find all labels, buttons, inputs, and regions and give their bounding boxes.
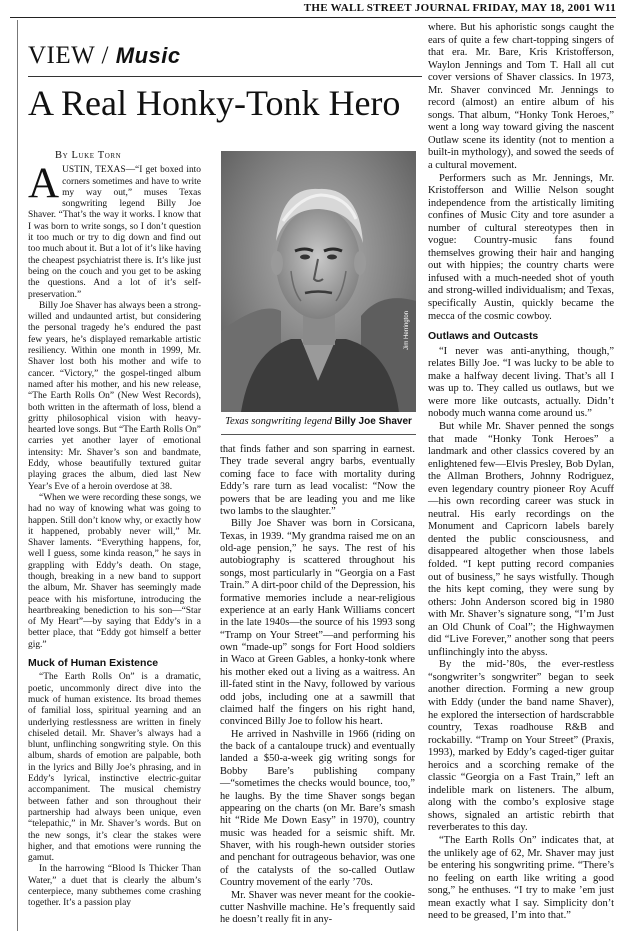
subhead: Muck of Human Existence [28,657,159,670]
dateline: USTIN, TEXAS [62,165,126,176]
article-column-2 [220,444,415,927]
photo-caption [221,416,416,427]
paragraph: Billy Joe Shaver has always been a strong-willed and undaunted artist, but considering the personal tragedy he’s endured the past few years, he’s displayed remarkable artistic resiliency. Within one month in 1999, Mr. Shaver lost both his mother and wife to cancer. “Victory,” the gospel-tinged album named after his mother, and his new release, “The Earth Rolls On” (New West Records), both written in the aftermath of loss, blend a gritty philosophical vision with heavy-hearted love songs. But “The Earth Rolls On” carries yet another layer of emotional intensity: Mr. Shaver’s son and bandmate, Eddy, whose beautifully textured guitar playing graces the album, died last New Year’s Eve of a heroin overdose at 38. [28,300,201,492]
drop-cap: A [28,160,60,208]
paragraph: Mr. Shaver was never meant for the cookie-cutter Nashville machine. He’s frequently said he doesn’t really fit in any- [220,889,415,926]
caption-name: Billy Joe Shaver [334,416,412,427]
portrait-photo [221,151,416,412]
paragraph: In the harrowing “Blood Is Thicker Than Water,” a duet that is clearly the album’s centerpiece, many subthemes come crashing together. It’s a passion play [28,864,201,909]
column-rule-left [17,20,18,931]
paragraph: “I never was anti-anything, though,” relates Billy Joe. “I was lucky to be able to make a halfway decent living. That’s all I was up to. They called us outlaws, but we were more like outcasts, actually. Didn’t nobody much wanna come around us.” [428,345,614,420]
lead-text: —“I get boxed into corners sometimes and have to write my way out,” muses Texas songwriting legend Billy Joe Shaver. “That’s the way it works. I know that I was born to write songs, so I don’t question it too much or try to dig down and find out too much about it. But a lot of it’s like having the cheapest psychiatrist there is. It’s like just being on the couch and you get to be asking the questions. And a lot of it’s self-preservation.” [28,165,201,300]
photo-credit: Jim Herrington [404,310,410,350]
article-column-1 [28,150,201,910]
paragraph: “The Earth Rolls On” indicates that, at the unlikely age of 62, Mr. Shaver may just be entering his songwriting prime. “There’s no feeling on earth like writing a good song,” he enthuses. “I try to make ’em just mean exactly what I say. Simplicity don’t need to be greased, I’m into that.” [428,835,614,922]
section-name: VIEW [28,42,95,69]
masthead: THE WALL STREET JOURNAL FRIDAY, MAY 18, 2001 W11 [303,2,616,14]
paragraph: Performers such as Mr. Jennings, Mr. Kristofferson and Willie Nelson sought independence from the artistically limiting confines of Music City and tore asunder a number of cultural stereotypes then in vogue: Country-music fans found themselves growing their hair and hanging out with hippies; the country charts were infused with a much-needed shot of youth and strong-willed individualism; and Texas, specifically Austin, quickly became the mecca of the cosmic cowboy. [428,172,614,322]
article-column-3 [428,22,614,923]
paragraph: that finds father and son sparring in earnest. They trade several angry barbs, eventually coming face to face with mortality during Eddy’s rare turn as lead vocalist: “Now the powers that be are leading you and me like two lambs to the slaughter.” [220,444,415,517]
masthead-rule [10,17,616,18]
portrait-illustration [221,151,416,412]
section-label: VIEW / Music [28,42,181,69]
paragraph: “When we were recording these songs, we had no way of knowing what was going to happen. Still don’t know why, or exactly how it happened, probably never will,” Mr. Shaver laments. “Everything happens, for, well I guess, some kinda reason,” he says in grappling with Eddy’s death. On stage, though, breaking in a new band to support the album, Mr. Shaver has seemingly made peace with his misfortune, introducing the heartbreaking benediction to his son—“Star of My Heart”—by saying that Eddy’s in a better place, that “Eddy got himself a better gig.” [28,492,201,650]
lead-paragraph [28,160,201,301]
paragraph: But while Mr. Shaver penned the songs that made “Honky Tonk Heroes” a landmark and other classics covered by an enlightened few—Elvis Presley, Bob Dylan, the Allman Brothers, Johnny Rodriguez, even legendary country pioneer Roy Acuff—his own recording career was stuck in neutral. His early recordings on the Monument and Capricorn labels barely dented the public consciousness, and disappeared altogether when those labels folded. “I kept putting record companies out of business,” he says wistfully. Though the hits kept coming, they were sung by others: John Anderson scored big in 1980 with Mr. Shaver’s signature song, “I’m Just an Old Chunk of Coal”; the Highwaymen did “Live Forever,” another song that peers unflinchingly into the abyss. [428,420,614,658]
paragraph: He arrived in Nashville in 1966 (riding on the back of a cantaloupe truck) and eventually landed a $50-a-week gig writing songs for Bobby Bare’s publishing company—“sometimes the checks would bounce, too,” he laughs. By the time Shaver songs began appearing on the charts (on Mr. Bare’s smash hit “Ride Me Down Easy” in 1970), country music was headed for a seismic shift. Mr. Shaver, with his rough-hewn outsider stories and penchant for outrageous behavior, was one of the catalysts of the so-called Outlaw Country movement of the early ’70s. [220,728,415,889]
caption-text: Texas songwriting legend [225,416,333,427]
paragraph: where. But his aphoristic songs caught the ears of quite a few chart-topping singers of that era. Mr. Bare, Kris Kristofferson, Waylon Jennings and Tom T. Hall all cut cover versions of Shaver classics. In 1973, Mr. Shaver convinced Mr. Jennings to record (almost) an entire album of his songs. That album, “Honky Tonk Heroes,” went a long way toward giving the nascent Outlaw scene its identity (not to mention a built-in mythology), and sowed the seeds of a cultural movement. [428,22,614,172]
section-rule [28,76,422,77]
paragraph: “The Earth Rolls On” is a dramatic, poetic, uncommonly direct dive into the muck of human existence. Its broad themes of familial loss, spiritual yearning and an underlying restlessness are written in finely chiseled detail. Mr. Shaver’s always had a blunt, unflinching songwriting style. On this album, shards of emotion are palpable, both in the lyrics and Billy Joe’s phrasing, and in Eddy’s lyrical, instinctive electric-guitar accompaniment. The musical chemistry between father and son throughout their partnership had always been unique, even “telepathic,” in Mr. Shaver’s words. But on the new songs, it’s clear the stakes were higher, and that emotions were running the gamut. [28,672,201,864]
paragraph: Billy Joe Shaver was born in Corsicana, Texas, in 1939. “My grandma raised me on an old-age pension,” he says. The rest of his autobiography is scattered throughout his songs, most particularly in “Georgia on a Fast Train.” A dirt-poor child of the Depression, his formative memories include a near-religious experience at an early Hank Williams concert in the late 1940s—the source of his 1993 song “Tramp on Your Street”—and performing his own “made-up” songs for Fort Hood soldiers in Waco at Green Gables, a honky-tonk where his mother eked out a living as a waitress. An ill-fated stint in the Navy, followed by various odd jobs, including one at a sawmill that claimed half the fingers on his right hand, convinced Billy Joe to follow his heart. [220,518,415,728]
headline: A Real Honky-Tonk Hero [28,83,401,123]
caption-rule [221,434,416,435]
subhead: Outlaws and Outcasts [428,330,539,343]
byline: By Luke Torn [55,150,122,161]
paragraph: By the mid-’80s, the ever-restless “songwriter’s songwriter” began to seek another direction. Forming a new group with Eddy (under the band name Shaver), he explored the intersection of hardscrabble country, Texas roadhouse R&B and rockabilly. “Tramp on Your Street” (Praxis, 1993), marked by Eddy’s caged-tiger guitar heroics and a scorching remake of the classic “Georgia on a Fast Train,” left an indelible mark on listeners. The album, along with the combo’s explosive stage shows, signaled an artistic rebirth that reverberates to this day. [428,659,614,834]
section-category: Music [115,43,181,68]
